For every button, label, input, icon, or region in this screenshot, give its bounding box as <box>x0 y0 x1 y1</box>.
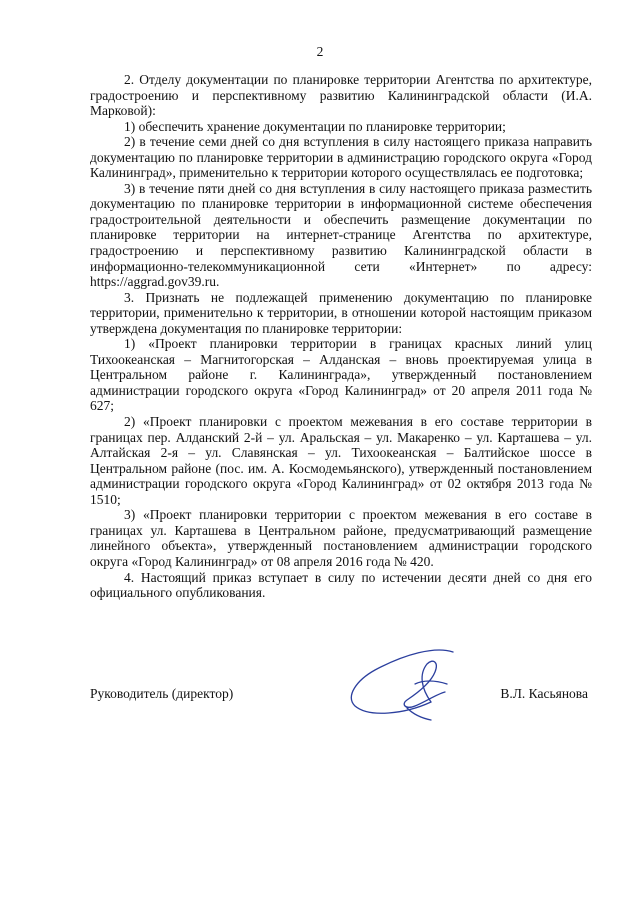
paragraph-item-4: 4. Настоящий приказ вступает в силу по истечении десяти дней со дня его официального опубликования. <box>90 569 592 601</box>
paragraph-item-3: 3. Признать не подлежащей применению документацию по планировке территории, применительно к территории, в отношении которой настоящим приказом утверждена документация по планировке территории: <box>90 289 592 336</box>
paragraph-subitem-2-1: 1) обеспечить хранение документации по планировке территории; <box>124 118 506 134</box>
handwritten-signature <box>335 640 485 730</box>
paragraph-subitem-3-2: 2) «Проект планировки с проектом межевания в его составе территории в границах пер. Алданский 2-й – ул. Аральская – ул. Макаренко – ул. Карташева – ул. Алтайская 2-я – ул. Славянская – ул. Тихоокеанская – Балтийское шоссе в Центральном районе (пос. им. А. Космодемьянского), утвержденный постановлением администрации городского округа «Город Калининград» от 02 октября 2013 года № 1510; <box>90 414 592 507</box>
paragraph-subitem-3-3: 3) «Проект планировки территории с проектом межевания в его составе в границах ул. Карташева в Центральном районе, предусматривающий размещение линейного объекта», утвержденный постановлением администрации городского округа «Город Калининград» от 08 апреля 2016 года № 420. <box>90 507 592 569</box>
paragraph-subitem-2-3: 3) в течение пяти дней со дня вступления в силу настоящего приказа разместить документацию по планировке территории в информационной системе обеспечения градостроительной деятельности и обеспечить размещение документации по планировке территории на интернет-странице Агентства по архитектуре, градостроению и перспективному развитию Калининградской области в информационно-телекоммуникационной сети «Интернет» по адресу: https://aggrad.gov39.ru. <box>90 180 592 290</box>
signatory-name: В.Л. Касьянова <box>500 686 588 701</box>
paragraph-item-2: 2. Отделу документации по планировке территории Агентства по архитектуре, градостроению и перспективному развитию Калининградской области (И.А. Марковой): <box>90 72 592 119</box>
signatory-title: Руководитель (директор) <box>90 686 234 701</box>
page-number: 2 <box>316 44 324 59</box>
document-body <box>90 72 592 601</box>
paragraph-subitem-2-2: 2) в течение семи дней со дня вступления в силу настоящего приказа направить документацию по планировке территории в администрацию городского округа «Город Калининград», применительно к территории которого осуществлялась ее подготовка; <box>90 134 592 181</box>
paragraph-subitem-3-1: 1) «Проект планировки территории в границах красных линий улиц Тихоокеанская – Магнитогорская – Алданская – вновь проектируемая улица в Центральном районе г. Калининграда», утвержденный постановлением администрации городского округа «Город Калининград» от 20 апреля 2011 года № 627; <box>90 336 592 414</box>
